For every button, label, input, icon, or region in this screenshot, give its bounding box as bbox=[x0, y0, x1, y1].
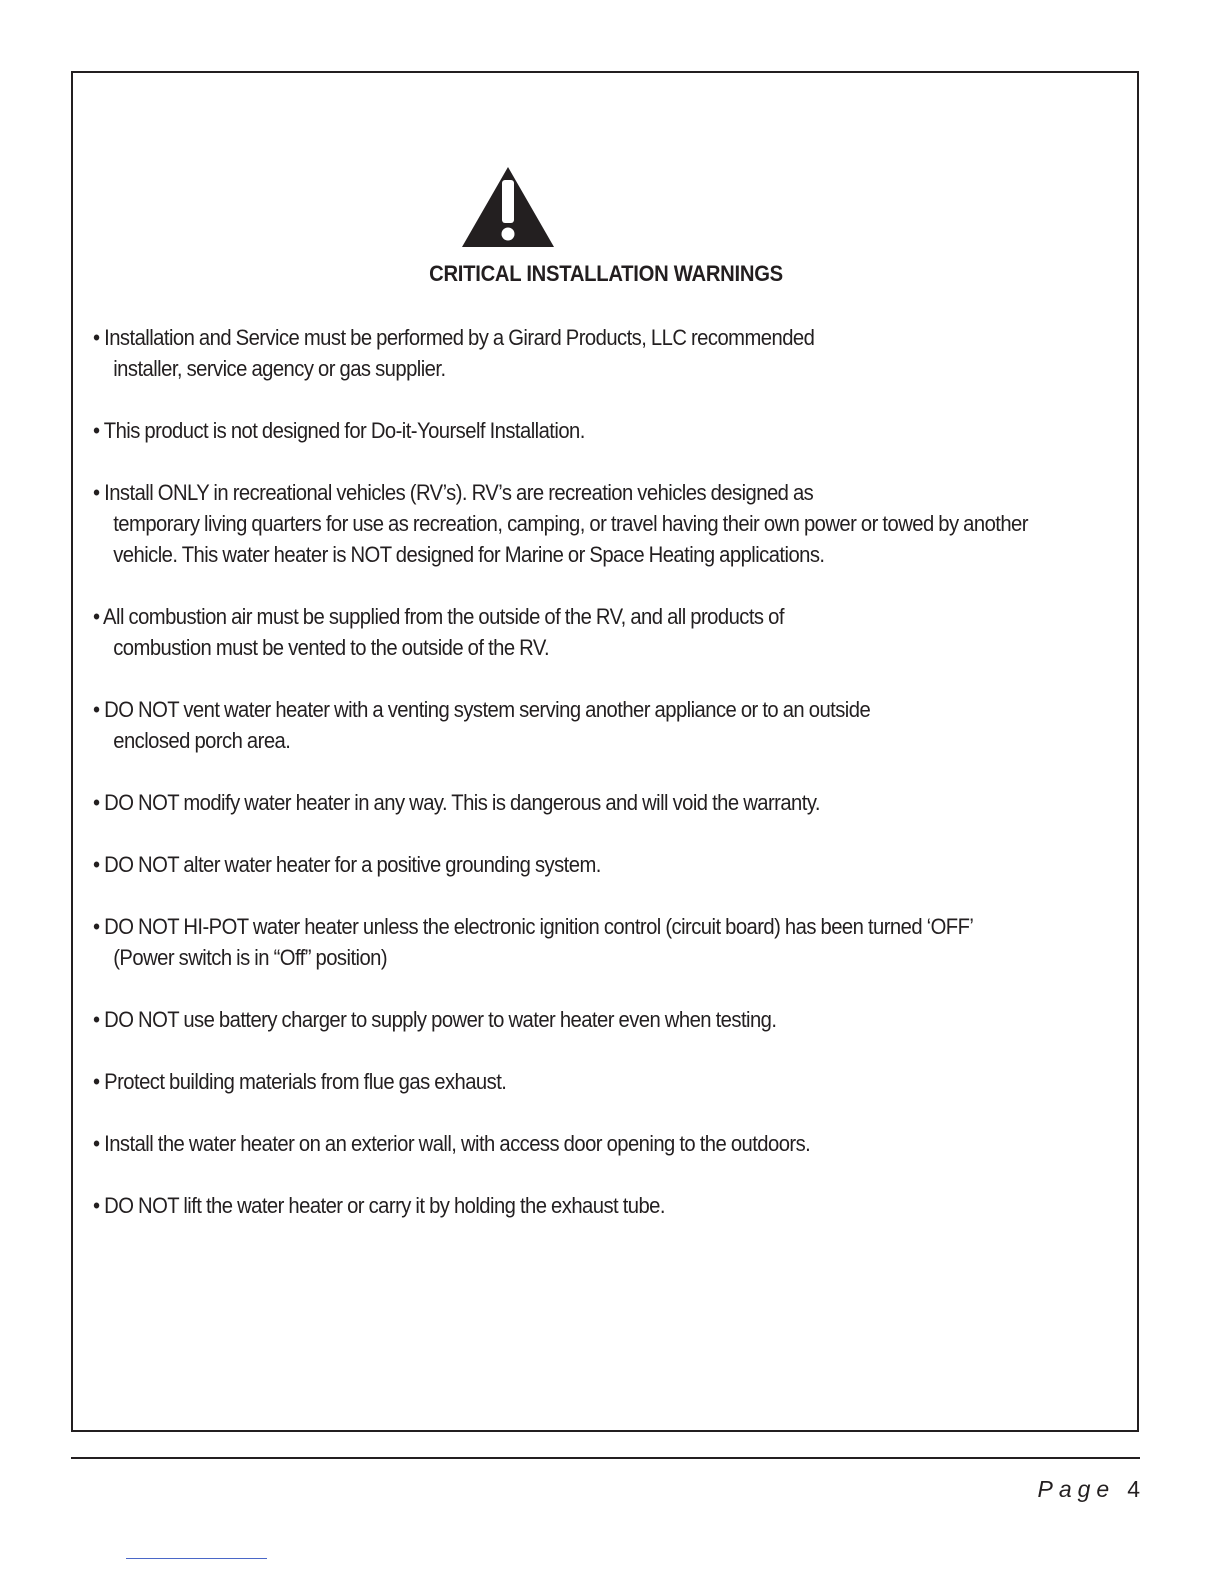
exclamation-bar bbox=[502, 180, 514, 223]
warning-line-first bbox=[93, 911, 1123, 942]
warning-line-continued: (Power switch is in “Off” position) bbox=[113, 945, 388, 970]
warning-line-continued: temporary living quarters for use as recreation, camping, or travel having their own power or towed by another bbox=[113, 511, 1028, 536]
bullet-icon: • bbox=[93, 604, 100, 629]
warning-line-first bbox=[93, 849, 1123, 880]
page-label: Page bbox=[1037, 1476, 1116, 1502]
warning-text: DO NOT use battery charger to supply power to water heater even when testing. bbox=[104, 1007, 777, 1032]
warning-item bbox=[93, 477, 1123, 570]
warning-line-first bbox=[93, 1004, 1123, 1035]
warning-line-first bbox=[93, 694, 1123, 725]
bullet-icon: • bbox=[93, 1131, 100, 1156]
warning-line-continued: vehicle. This water heater is NOT designed for Marine or Space Heating applications. bbox=[113, 542, 825, 567]
warning-item bbox=[93, 849, 1123, 880]
page-title: CRITICAL INSTALLATION WARNINGS bbox=[429, 261, 783, 286]
warning-item bbox=[93, 1190, 1123, 1221]
bullet-icon: • bbox=[93, 1069, 100, 1094]
bullet-icon: • bbox=[93, 790, 100, 815]
bullet-icon: • bbox=[93, 1193, 100, 1218]
bullet-icon: • bbox=[93, 852, 100, 877]
bottom-link-rule bbox=[126, 1558, 267, 1559]
warning-line-continued: installer, service agency or gas supplier. bbox=[113, 356, 446, 381]
warning-text: Protect building materials from flue gas exhaust. bbox=[104, 1069, 507, 1094]
bullet-icon: • bbox=[93, 325, 100, 350]
warning-text: Install the water heater on an exterior wall, with access door opening to the outdoors. bbox=[104, 1131, 811, 1156]
warning-text: DO NOT alter water heater for a positive grounding system. bbox=[104, 852, 601, 877]
warning-line-first bbox=[93, 601, 1123, 632]
footer-divider bbox=[71, 1457, 1140, 1459]
warning-text: This product is not designed for Do-it-Yourself Installation. bbox=[103, 418, 585, 443]
warning-line-continued: combustion must be vented to the outside of the RV. bbox=[113, 635, 550, 660]
warning-item bbox=[93, 1128, 1123, 1159]
warning-line-first bbox=[93, 1190, 1123, 1221]
warning-item bbox=[93, 415, 1123, 446]
page-number bbox=[1037, 1476, 1140, 1503]
warning-line-first bbox=[93, 1066, 1123, 1097]
warning-line-first bbox=[93, 415, 1123, 446]
bullet-icon: • bbox=[93, 480, 100, 505]
warning-text: Install ONLY in recreational vehicles (RV’s). RV’s are recreation vehicles designed as bbox=[104, 480, 814, 505]
bullet-icon: • bbox=[93, 418, 100, 443]
warning-triangle-icon bbox=[461, 166, 555, 248]
warning-item bbox=[93, 1066, 1123, 1097]
warning-item bbox=[93, 911, 1123, 973]
warning-line-first bbox=[93, 1128, 1123, 1159]
warning-text: DO NOT HI-POT water heater unless the electronic ignition control (circuit board) has been turned ‘OFF’ bbox=[104, 914, 974, 939]
warning-text: All combustion air must be supplied from the outside of the RV, and all products of bbox=[103, 604, 784, 629]
bullet-icon: • bbox=[93, 697, 100, 722]
warning-line-first bbox=[93, 477, 1123, 508]
page-number-value: 4 bbox=[1127, 1476, 1140, 1502]
warning-item bbox=[93, 787, 1123, 818]
warning-line-first bbox=[93, 787, 1123, 818]
warning-list bbox=[93, 322, 1123, 1252]
exclamation-dot bbox=[502, 228, 515, 241]
warning-item bbox=[93, 601, 1123, 663]
bullet-icon: • bbox=[93, 1007, 100, 1032]
warning-item bbox=[93, 694, 1123, 756]
warning-line-first bbox=[93, 322, 1123, 353]
warning-item bbox=[93, 1004, 1123, 1035]
warning-text: DO NOT lift the water heater or carry it by holding the exhaust tube. bbox=[104, 1193, 665, 1218]
warning-item bbox=[93, 322, 1123, 384]
warning-text: DO NOT vent water heater with a venting system serving another appliance or to an outside bbox=[104, 697, 871, 722]
warning-line-continued: enclosed porch area. bbox=[113, 728, 291, 753]
warning-text: Installation and Service must be performed by a Girard Products, LLC recommended bbox=[104, 325, 815, 350]
warning-text: DO NOT modify water heater in any way. This is dangerous and will void the warranty. bbox=[104, 790, 820, 815]
bullet-icon: • bbox=[93, 914, 100, 939]
